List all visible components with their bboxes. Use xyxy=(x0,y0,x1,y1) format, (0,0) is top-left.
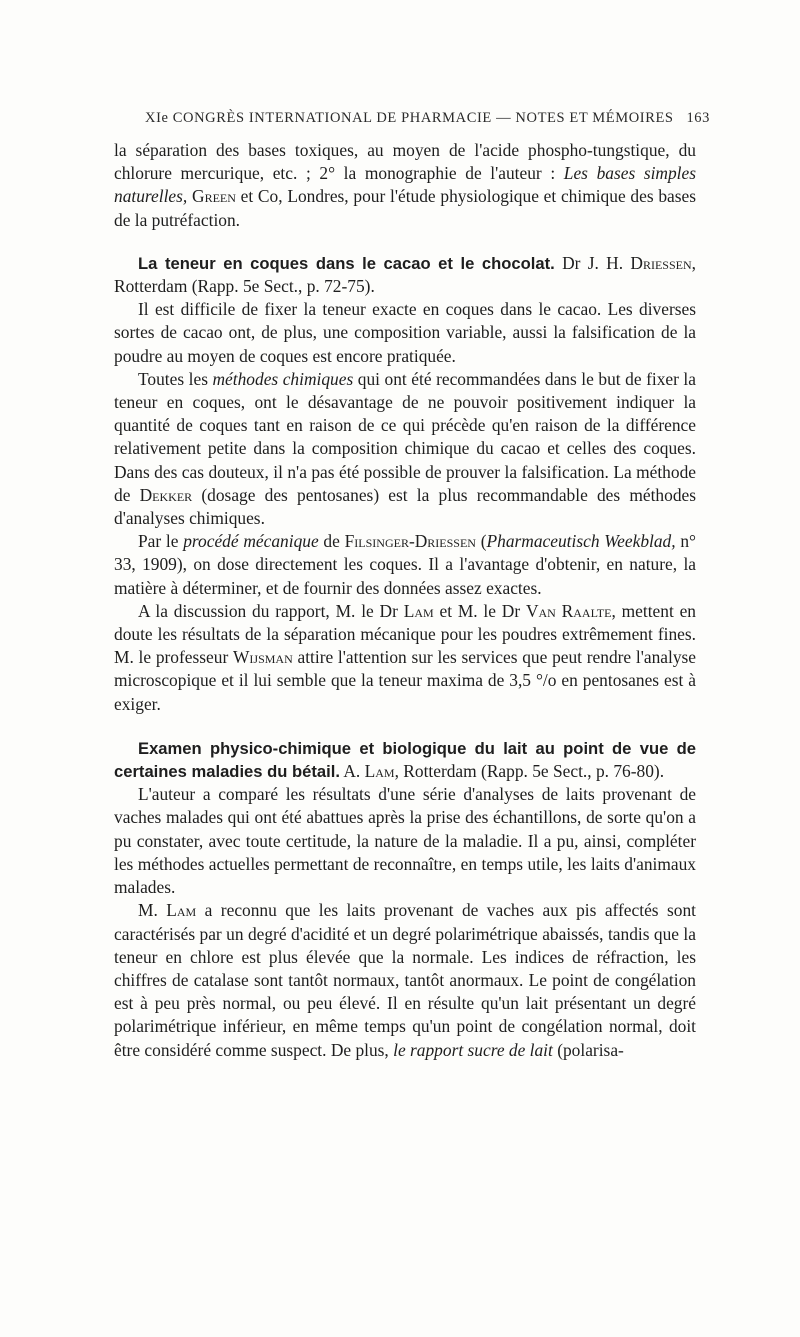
person-name: Dekker xyxy=(139,484,193,505)
person-name: Lam xyxy=(403,600,434,621)
section-title: Examen physico-chimique et biologique du lait au point de vue de certaines maladies du bétail. xyxy=(114,738,696,782)
paragraph: L'auteur a comparé les résultats d'une série d'analyses de laits provenant de vaches malades qui ont été abattues après la prise des échantillons, de sorte qu'on a pu constater, avec toute certitude, la nature de la maladie. Il a pu, ainsi, compléter les méthodes actuelles permettant de reconnaître, en temps utile, les laits d'animaux malades. xyxy=(114,784,696,898)
paragraph: M. Lam a reconnu que les laits provenant de vaches aux pis affectés sont caractérisés par un degré d'acidité et un degré polarimétrique abaissés, tandis que la teneur en chlore est plus élevée que la normale. Les indices de réfraction, les chiffres de catalase sont tantôt normaux, tantôt anormaux. Le point de congélation est à peu près normal, ou peu élevé. Il en résulte qu'un lait présentant un degré polarimétrique inférieur, en même temps qu'un point de congélation normal, doit être considéré comme suspect. De plus, le rapport sucre de lait (polarisa- xyxy=(114,900,696,1060)
page-number: 163 xyxy=(686,110,710,126)
book-title: Les bases simples naturelles, xyxy=(114,163,697,207)
paragraph: Toutes les méthodes chimiques qui ont été recommandées dans le but de fixer la teneur en coques, ont le désavantage de ne pouvoir positivement indiquer la quantité de coques tant en raison de ce qui précède qu'en raison de la différence relativement petite dans la composition chimique du cacao et celles des coques. Dans des cas douteux, il n'a pas été possible de prouver la falsification. La méthode de Dekker (dosage des pentosanes) est la plus recommandable des méthodes d'analyses chimiques. xyxy=(114,368,696,529)
section-heading-lait: Examen physico-chimique et biologique du lait au point de vue de certaines maladies du bétail. A. Lam, Rotterdam (Rapp. 5e Sect., p. 76-80). xyxy=(114,738,696,782)
paragraph: Par le procédé mécanique de Filsinger-Driessen (Pharmaceutisch Weekblad, n° 33, 1909), on dose directement les coques. Il a l'avantage d'obtenir, en nature, la matière à déterminer, et de fournir des données assez exactes. xyxy=(114,531,696,598)
running-title: XIe CONGRÈS INTERNATIONAL DE PHARMACIE — NOTES ET MÉMOIRES xyxy=(145,110,674,126)
author-name: Lam xyxy=(364,761,395,782)
section-title: La teneur en coques dans le cacao et le chocolat. xyxy=(138,253,555,273)
journal-title: Pharmaceutisch Weekblad, xyxy=(486,531,676,552)
body-text xyxy=(114,139,696,1062)
person-name: Wijsman xyxy=(232,647,293,668)
paragraph: Il est difficile de fixer la teneur exacte en coques dans le cacao. Les diverses sortes de cacao ont, de plus, une composition variable, aussi la falsification de la poudre au moyen de coques est encore pratiquée. xyxy=(114,299,696,366)
person-name: Lam xyxy=(166,900,197,921)
author-name: Driessen xyxy=(630,252,692,273)
paragraph: A la discussion du rapport, M. le Dr Lam et M. le Dr Van Raalte, mettent en doute les résultats de la séparation mécanique pour les poudres extrêmement fines. M. le professeur Wijsman attire l'attention sur les services que peut rendre l'analyse microscopique et il lui semble que la teneur maxima de 3,5 °/o en pentosanes est à exiger. xyxy=(114,600,696,714)
publisher-name: Green xyxy=(192,186,236,207)
intro-paragraph: la séparation des bases toxiques, au moyen de l'acide phospho-tungstique, du chlorure mercurique, etc. ; 2° la monographie de l'auteur : Les bases simples naturelles, Green et Co, Londres, pour l'étude physiologique et chimique des bases de la putréfaction. xyxy=(114,140,697,230)
person-name: Filsinger-Driessen xyxy=(344,531,476,552)
section-heading-cacao: La teneur en coques dans le cacao et le chocolat. Dr J. H. Driessen, Rotterdam (Rapp. 5e Sect., p. 72-75). xyxy=(114,252,696,297)
person-name: Van Raalte xyxy=(525,600,612,621)
